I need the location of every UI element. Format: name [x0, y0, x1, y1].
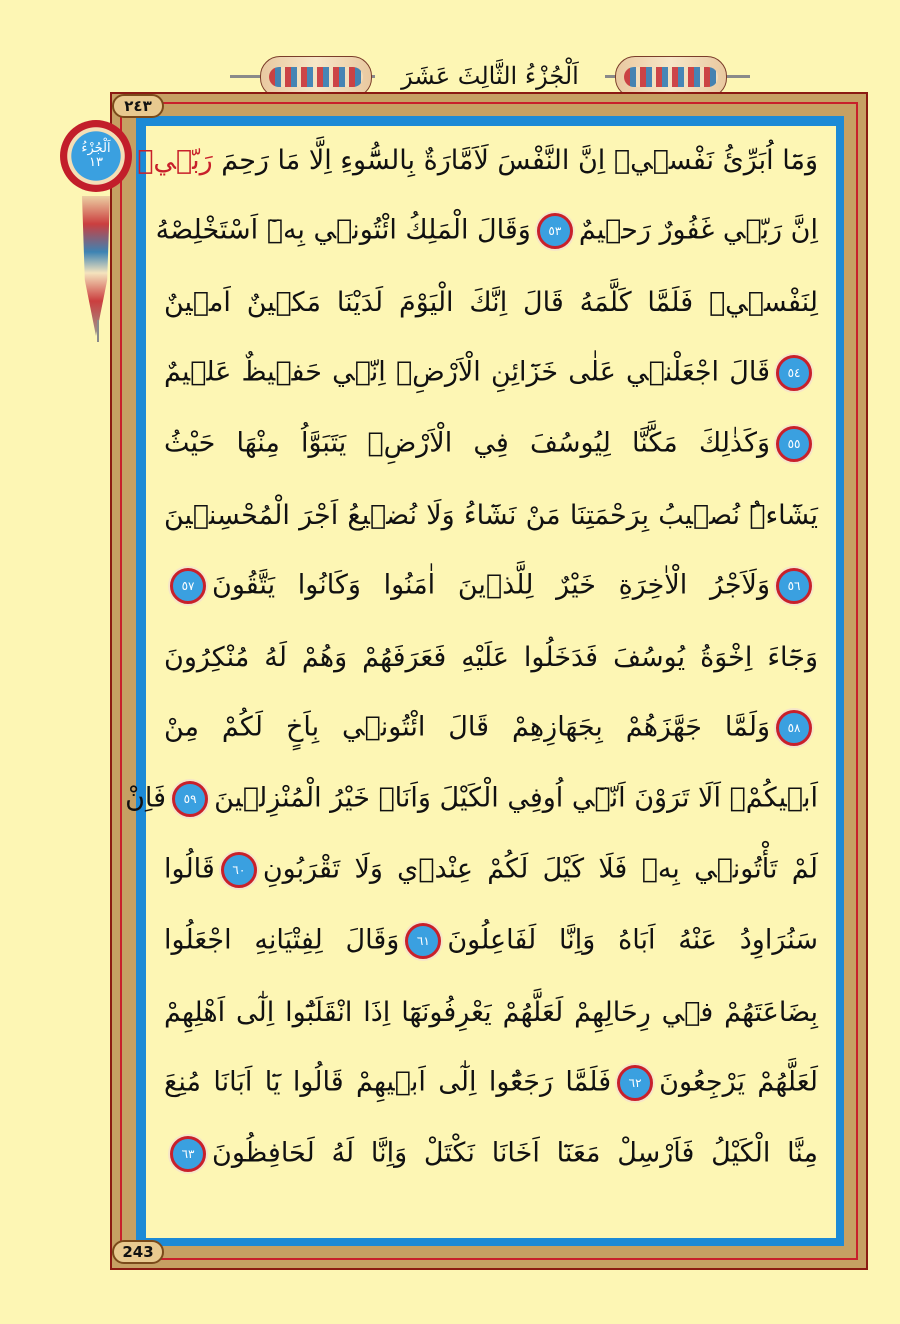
verse-line-text: سَنُرَاوِدُ عَنْهُ اَبَاهُ وَاِنَّا لَفَاعِلُونَ٦١وَقَالَ لِفِتْيَانِهِ اجْعَلُوا [164, 923, 818, 959]
verse-line-text: لِنَفْسٖيۚ فَلَمَّا كَلَّمَهُ قَالَ اِنَّكَ الْيَوْمَ لَدَيْنَا مَكٖينٌ اَم۪ينٌ [164, 286, 818, 318]
verse-text-area [125, 126, 836, 1238]
verse-line-text: اِنَّ رَبّٖي غَفُورٌ رَح۪يمٌ٥٣وَقَالَ الْمَلِكُ ائْتُونٖي بِهٖٓ اَسْتَخْلِصْهُ [156, 213, 818, 249]
verse-line-text: ٥٦وَلَاَجْرُ الْاٰخِرَةِ خَيْرٌ لِلَّذ۪ينَ اٰمَنُوا وَكَانُوا يَتَّقُونَ٥٧ [164, 568, 818, 604]
verse-line-3 [146, 268, 836, 336]
ayah-marker: ٦٢ [617, 1065, 653, 1101]
verse-line-text: وَمَٓا اُبَرِّئُ نَفْسٖيۚ اِنَّ النَّفْسَ لَاَمَّارَةٌ بِالسُّٓوءِ اِلَّا مَا رَحِمَ رَبّٖيۜ [137, 144, 818, 176]
ayah-marker: ٥٧ [170, 568, 206, 604]
verse-line-text: لَعَلَّهُمْ يَرْجِعُونَ٦٢فَلَمَّا رَجَعُٓوا اِلٰٓى اَب۪يهِمْ قَالُوا يَٓا اَبَانَا مُنِعَ [164, 1065, 818, 1101]
divine-name-highlight: رَبّٖيۜ [137, 144, 213, 176]
verse-line-14 [146, 1049, 836, 1117]
juz-medallion [60, 120, 132, 192]
verse-line-4 [146, 339, 836, 407]
ayah-marker: ٥٩ [172, 781, 208, 817]
ayah-marker: ٦٣ [170, 1136, 206, 1172]
verse-line-10 [125, 765, 836, 833]
page-number-latin: 243 [112, 1240, 164, 1264]
verse-line-text: اَب۪يكُمْۚ اَلَا تَرَوْنَ اَنّٖٓي اُوفِي الْكَيْلَ وَاَنَا۬ خَيْرُ الْمُنْزِل۪ينَ٥٩فَاِنْ [125, 781, 818, 817]
page-number-arabic: ٢٤٣ [112, 94, 164, 118]
verse-line-text: ٥٤قَالَ اجْعَلْنٖي عَلٰى خَزَٓائِنِ الْاَرْضِۚ اِنّٖي حَف۪يظٌ عَل۪يمٌ [164, 355, 818, 391]
ayah-marker: ٦٠ [221, 852, 257, 888]
juz-ornament-stem [97, 320, 99, 342]
verse-line-text: ٥٨وَلَمَّا جَهَّزَهُمْ بِجَهَازِهِمْ قَالَ ائْتُونٖي بِاَخٍ لَكُمْ مِنْ [164, 710, 818, 746]
juz-medallion-label: اَلْجُزْءُ [81, 141, 111, 156]
juz-title: اَلْجُزْءُ الثَّالِثَ عَشَرَ [375, 52, 605, 100]
verse-line-12 [146, 907, 836, 975]
verse-line-text: ٥٥وَكَذٰلِكَ مَكَّنَّا لِيُوسُفَ فِي الْاَرْضِۚ يَتَبَوَّاُ مِنْهَا حَيْثُ [164, 426, 818, 462]
ayah-marker: ٥٨ [776, 710, 812, 746]
verse-line-11 [146, 836, 836, 904]
juz-medallion-number: ١٣ [89, 155, 103, 170]
verse-line-text: لَمْ تَأْتُونٖي بِهٖ فَلَا كَيْلَ لَكُمْ عِنْدٖي وَلَا تَقْرَبُونِ٦٠قَالُوا [164, 852, 818, 888]
ayah-marker: ٦١ [405, 923, 441, 959]
verse-line-5 [146, 410, 836, 478]
ayah-marker: ٥٦ [776, 568, 812, 604]
verse-line-1 [137, 126, 836, 194]
verse-line-text: بِضَاعَتَهُمْ فٖي رِحَالِهِمْ لَعَلَّهُمْ يَعْرِفُونَهَٓا اِذَا انْقَلَبُٓوا اِلٰٓى اَهْلِهِمْ [164, 996, 818, 1028]
verse-line-text: وَجَٓاءَ اِخْوَةُ يُوسُفَ فَدَخَلُوا عَلَيْهِ فَعَرَفَهُمْ وَهُمْ لَهُ مُنْكِرُونَ [164, 641, 818, 673]
verse-line-6 [146, 481, 836, 549]
juz-ornament-tail [82, 196, 110, 336]
ayah-marker: ٥٥ [776, 426, 812, 462]
verse-line-text: يَشَٓاءُۜ نُص۪يبُ بِرَحْمَتِنَا مَنْ نَشَٓاءُ وَلَا نُض۪يعُ اَجْرَ الْمُحْسِن۪ينَ [164, 499, 818, 531]
ayah-marker: ٥٤ [776, 355, 812, 391]
verse-line-text: مِنَّا الْكَيْلُ فَاَرْسِلْ مَعَنَٓا اَخَانَا نَكْتَلْ وَاِنَّا لَهُ لَحَافِظُونَ٦٣ [164, 1136, 818, 1172]
verse-line-15 [146, 1120, 836, 1188]
verse-line-13 [146, 978, 836, 1046]
verse-line-9 [146, 694, 836, 762]
verse-line-8 [146, 623, 836, 691]
verse-line-7 [146, 552, 836, 620]
ayah-marker: ٥٣ [537, 213, 573, 249]
verse-line-2 [146, 197, 836, 265]
